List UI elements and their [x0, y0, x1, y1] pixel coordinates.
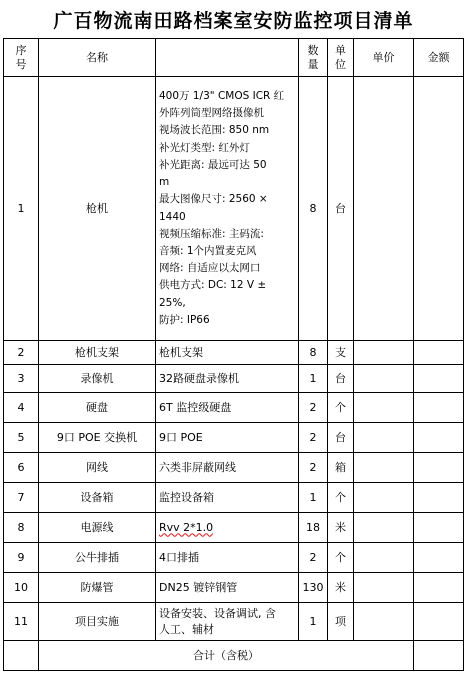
- row-spec: DN25 镀锌钢管: [156, 573, 299, 603]
- row-name: 项目实施: [39, 603, 156, 641]
- row-index: 3: [4, 365, 39, 393]
- table-row: [4, 603, 464, 641]
- row-amount: [414, 453, 464, 483]
- row-qty: 2: [299, 423, 328, 453]
- row-unit: 米: [328, 513, 354, 543]
- header-qty: 数 量: [299, 39, 328, 77]
- row-qty: 130: [299, 573, 328, 603]
- row-name: 录像机: [39, 365, 156, 393]
- row-qty: 1: [299, 603, 328, 641]
- row-price: [354, 513, 414, 543]
- row-price: [354, 423, 414, 453]
- row-name: 网线: [39, 453, 156, 483]
- row-index: 1: [4, 77, 39, 341]
- header-amount: 金额: [414, 39, 464, 77]
- row-qty: 2: [299, 543, 328, 573]
- row-qty: 1: [299, 365, 328, 393]
- table-row: [4, 543, 464, 573]
- row-amount: [414, 603, 464, 641]
- row-amount: [414, 513, 464, 543]
- row-index: 6: [4, 453, 39, 483]
- total-blank: [4, 641, 39, 671]
- table-row: [4, 483, 464, 513]
- header-price: 单价: [354, 39, 414, 77]
- row-unit: 支: [328, 341, 354, 365]
- row-spec: 6T 监控级硬盘: [156, 393, 299, 423]
- row-qty: 8: [299, 341, 328, 365]
- row-qty: 18: [299, 513, 328, 543]
- table-row: [4, 573, 464, 603]
- row-qty: 1: [299, 483, 328, 513]
- total-label: 合计（含税）: [39, 641, 414, 671]
- table-row: [4, 77, 464, 341]
- row-price: [354, 603, 414, 641]
- row-unit: 个: [328, 393, 354, 423]
- row-index: 8: [4, 513, 39, 543]
- row-unit: 台: [328, 77, 354, 341]
- row-amount: [414, 423, 464, 453]
- row-qty: 2: [299, 453, 328, 483]
- row-name: 设备箱: [39, 483, 156, 513]
- row-price: [354, 365, 414, 393]
- row-index: 2: [4, 341, 39, 365]
- table-row: [4, 423, 464, 453]
- row-spec: 9口 POE: [156, 423, 299, 453]
- row-spec: 4口排插: [156, 543, 299, 573]
- row-index: 5: [4, 423, 39, 453]
- row-index: 9: [4, 543, 39, 573]
- row-spec: 32路硬盘录像机: [156, 365, 299, 393]
- row-amount: [414, 393, 464, 423]
- row-unit: 台: [328, 365, 354, 393]
- row-name: 公牛排插: [39, 543, 156, 573]
- row-name: 硬盘: [39, 393, 156, 423]
- row-index: 10: [4, 573, 39, 603]
- row-amount: [414, 365, 464, 393]
- table-row: [4, 513, 464, 543]
- row-amount: [414, 77, 464, 341]
- row-qty: 2: [299, 393, 328, 423]
- table-row: [4, 341, 464, 365]
- row-name: 电源线: [39, 513, 156, 543]
- table-row: [4, 453, 464, 483]
- header-row: [4, 39, 464, 77]
- total-amount: [414, 641, 464, 671]
- row-price: [354, 341, 414, 365]
- header-name: 名称: [39, 39, 156, 77]
- row-spec: Rvv 2*1.0: [156, 513, 299, 543]
- row-amount: [414, 341, 464, 365]
- row-unit: 个: [328, 483, 354, 513]
- row-spec: 监控设备箱: [156, 483, 299, 513]
- row-name: 枪机支架: [39, 341, 156, 365]
- row-price: [354, 393, 414, 423]
- row-spec: 设备安装、设备调试, 含 人工、辅材: [156, 603, 299, 641]
- header-spec: [156, 39, 299, 77]
- row-qty: 8: [299, 77, 328, 341]
- header-index: 序 号: [4, 39, 39, 77]
- row-amount: [414, 483, 464, 513]
- row-price: [354, 77, 414, 341]
- table-row: [4, 393, 464, 423]
- row-unit: 个: [328, 543, 354, 573]
- row-price: [354, 573, 414, 603]
- row-unit: 项: [328, 603, 354, 641]
- total-row: [4, 641, 464, 671]
- row-index: 11: [4, 603, 39, 641]
- table-row: [4, 365, 464, 393]
- row-price: [354, 483, 414, 513]
- row-amount: [414, 543, 464, 573]
- row-name: 枪机: [39, 77, 156, 341]
- row-price: [354, 543, 414, 573]
- document-title: 广百物流南田路档案室安防监控项目清单: [53, 9, 414, 32]
- row-name: 9口 POE 交换机: [39, 423, 156, 453]
- row-index: 7: [4, 483, 39, 513]
- row-unit: 米: [328, 573, 354, 603]
- row-amount: [414, 573, 464, 603]
- row-name: 防爆管: [39, 573, 156, 603]
- item-list-table: [3, 38, 464, 671]
- header-unit: 单 位: [328, 39, 354, 77]
- row-index: 4: [4, 393, 39, 423]
- row-unit: 台: [328, 423, 354, 453]
- row-spec: 400万 1/3" CMOS ICR 红 外阵列筒型网络摄像机 视场波长范围: 850 nm 补光灯类型: 红外灯 补光距离: 最远可达 50 m 最大图像尺寸: 2560 × 1440 视频压缩标准: 主码流: 音频: 1个内置麦克风 网络: 自适应以太网口 供电方式: DC: 12 V ± 25%, 防护: IP66: [156, 77, 299, 341]
- row-spec: 枪机支架: [156, 341, 299, 365]
- row-spec: 六类非屏蔽网线: [156, 453, 299, 483]
- row-price: [354, 453, 414, 483]
- row-unit: 箱: [328, 453, 354, 483]
